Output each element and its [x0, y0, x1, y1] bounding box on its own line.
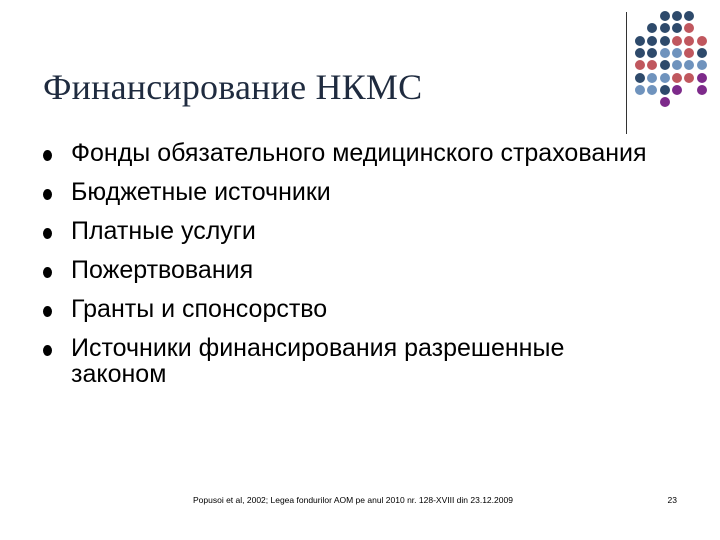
page-number: 23: [667, 495, 677, 505]
decorative-dot: [684, 11, 694, 21]
decorative-dot: [697, 60, 707, 70]
decorative-dot: [697, 48, 707, 58]
decorative-dot: [660, 23, 670, 33]
decorative-dot: [660, 48, 670, 58]
decorative-dot: [635, 48, 645, 58]
decorative-dot: [684, 60, 694, 70]
bullet-item: [40, 140, 660, 166]
bullet-text: Фонды обязательного медицинского страхования: [71, 139, 647, 167]
decorative-dot: [647, 85, 657, 95]
decorative-dot: [684, 48, 694, 58]
decorative-dot: [635, 36, 645, 46]
decorative-dot: [697, 85, 707, 95]
decorative-dot: [660, 85, 670, 95]
decorative-dot: [672, 85, 682, 95]
divider-line: [626, 12, 627, 134]
decorative-dot: [684, 23, 694, 33]
decorative-dot: [647, 48, 657, 58]
bullet-item: [40, 218, 660, 244]
decorative-dot: [672, 11, 682, 21]
decorative-dot: [672, 23, 682, 33]
bullet-text: Источники финансирования разрешенные законом: [71, 334, 565, 388]
decorative-dot: [635, 73, 645, 83]
decorative-dot: [660, 11, 670, 21]
bullet-icon: [43, 228, 52, 239]
decorative-dot: [697, 36, 707, 46]
decorative-dot: [672, 36, 682, 46]
decorative-dot: [660, 60, 670, 70]
bullet-item: [40, 257, 660, 283]
decorative-dot: [672, 73, 682, 83]
bullet-icon: [43, 150, 52, 161]
decorative-dot: [647, 23, 657, 33]
bullet-text: Бюджетные источники: [71, 178, 331, 206]
decorative-dot: [684, 36, 694, 46]
bullet-item: [40, 179, 660, 205]
decorative-dot: [635, 85, 645, 95]
decorative-dot: [660, 97, 670, 107]
bullet-icon: [43, 306, 52, 317]
decorative-dot: [647, 73, 657, 83]
decorative-dot: [697, 73, 707, 83]
bullet-icon: [43, 189, 52, 200]
slide-title: Финансирование НКМС: [43, 67, 423, 107]
bullet-item: [40, 335, 660, 387]
decorative-dot: [635, 60, 645, 70]
decorative-dot: [672, 48, 682, 58]
decorative-dot: [647, 36, 657, 46]
bullet-text: Платные услуги: [71, 217, 256, 245]
decorative-dot: [672, 60, 682, 70]
decorative-dot: [647, 60, 657, 70]
bullet-text: Пожертвования: [71, 256, 254, 284]
dot-grid-decoration: [635, 11, 715, 121]
decorative-dot: [660, 36, 670, 46]
bullet-list: [40, 140, 660, 400]
decorative-dot: [660, 73, 670, 83]
decorative-dot: [684, 73, 694, 83]
bullet-text: Гранты и спонсорство: [71, 295, 328, 323]
bullet-item: [40, 296, 660, 322]
footer-citation: Popusoi et al, 2002; Legea fondurilor AOM pe anul 2010 nr. 128-XVIII din 23.12.2009: [193, 495, 513, 505]
bullet-icon: [43, 345, 52, 356]
bullet-icon: [43, 267, 52, 278]
